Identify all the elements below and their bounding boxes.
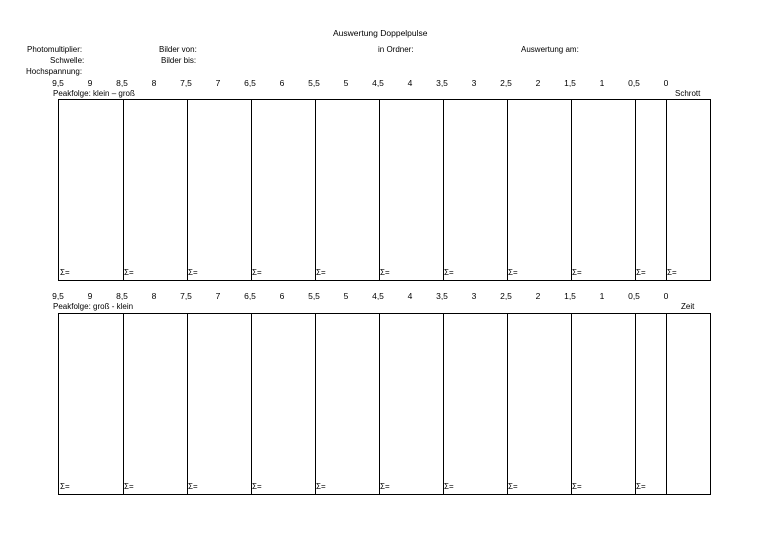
scale-tick: 7 [215,291,221,301]
scale-tick: 5,5 [308,78,320,88]
sum-label: Σ= [316,268,326,277]
sum-label: Σ= [252,482,262,491]
scale-tick: 7,5 [180,291,192,301]
column-divider [507,100,508,280]
schwelle-label: Schwelle: [50,56,85,65]
ordner-label: in Ordner: [378,45,414,54]
scale-tick: 0 [663,78,669,88]
sum-label: Σ= [252,268,262,277]
scale-tick: 9 [87,291,93,301]
scale-tick: 7,5 [180,78,192,88]
sum-label: Σ= [508,268,518,277]
sum-label: Σ= [572,482,582,491]
column-divider [571,314,572,494]
sum-label: Σ= [380,482,390,491]
column-divider [379,314,380,494]
scale-tick: 5 [343,291,349,301]
scale-tick: 2 [535,78,541,88]
column-divider [251,314,252,494]
scale-tick: 4,5 [372,78,384,88]
column-divider [187,314,188,494]
sum-label: Σ= [188,482,198,491]
column-divider [123,100,124,280]
scale-tick: 6,5 [244,291,256,301]
scale-tick: 0,5 [628,291,640,301]
scale-row-top [0,79,768,89]
scale-tick: 1,5 [564,78,576,88]
sum-label: Σ= [636,482,646,491]
auswertung-date-label: Auswertung am: [521,45,579,54]
photomultiplier-label: Photomultiplier: [27,45,83,54]
scale-tick: 1,5 [564,291,576,301]
scale-tick: 9 [87,78,93,88]
table2-grid [58,313,711,495]
table1-schrott-label: Schrott [675,89,701,98]
scale-tick: 4,5 [372,291,384,301]
scale-tick: 3 [471,291,477,301]
scale-tick: 9,5 [52,291,64,301]
hochspannung-label: Hochspannung: [26,67,83,76]
scale-tick: 5,5 [308,291,320,301]
scale-tick: 3,5 [436,291,448,301]
sum-label: Σ= [124,482,134,491]
column-divider [123,314,124,494]
scale-tick: 1 [599,291,605,301]
scale-tick: 0 [663,291,669,301]
sum-label: Σ= [667,268,677,277]
sum-label: Σ= [124,268,134,277]
column-divider [443,314,444,494]
sum-label: Σ= [636,268,646,277]
column-divider [187,100,188,280]
scale-tick: 3 [471,78,477,88]
column-divider [315,100,316,280]
scale-tick: 7 [215,78,221,88]
column-divider [315,314,316,494]
column-divider [635,314,636,494]
column-divider [635,100,636,280]
scale-tick: 2,5 [500,78,512,88]
sum-label: Σ= [508,482,518,491]
scale-row-bottom [0,292,768,302]
scale-tick: 6 [279,78,285,88]
sum-label: Σ= [60,482,70,491]
table2-zeit-label: Zeit [681,302,695,311]
column-divider [666,314,667,494]
column-divider [251,100,252,280]
scale-tick: 8 [151,291,157,301]
scale-tick: 2,5 [500,291,512,301]
scale-tick: 5 [343,78,349,88]
sum-label: Σ= [380,268,390,277]
column-divider [507,314,508,494]
scale-tick: 3,5 [436,78,448,88]
table1-caption: Peakfolge: klein – groß [53,89,135,98]
sum-label: Σ= [572,268,582,277]
column-divider [666,100,667,280]
scale-tick: 8,5 [116,291,128,301]
column-divider [571,100,572,280]
scale-tick: 1 [599,78,605,88]
bilder-von-label: Bilder von: [159,45,197,54]
sum-label: Σ= [316,482,326,491]
table2-caption: Peakfolge: groß - klein [53,302,134,311]
scale-tick: 8,5 [116,78,128,88]
sum-label: Σ= [60,268,70,277]
scale-tick: 4 [407,78,413,88]
scale-tick: 9,5 [52,78,64,88]
scale-tick: 6 [279,291,285,301]
scale-tick: 4 [407,291,413,301]
sum-label: Σ= [188,268,198,277]
scale-tick: 6,5 [244,78,256,88]
column-divider [379,100,380,280]
sum-label: Σ= [444,482,454,491]
column-divider [443,100,444,280]
bilder-bis-label: Bilder bis: [161,56,197,65]
scale-tick: 8 [151,78,157,88]
table1-grid [58,99,711,281]
scale-tick: 2 [535,291,541,301]
sum-label: Σ= [444,268,454,277]
scale-tick: 0,5 [628,78,640,88]
page-title: Auswertung Doppelpulse [333,28,428,38]
